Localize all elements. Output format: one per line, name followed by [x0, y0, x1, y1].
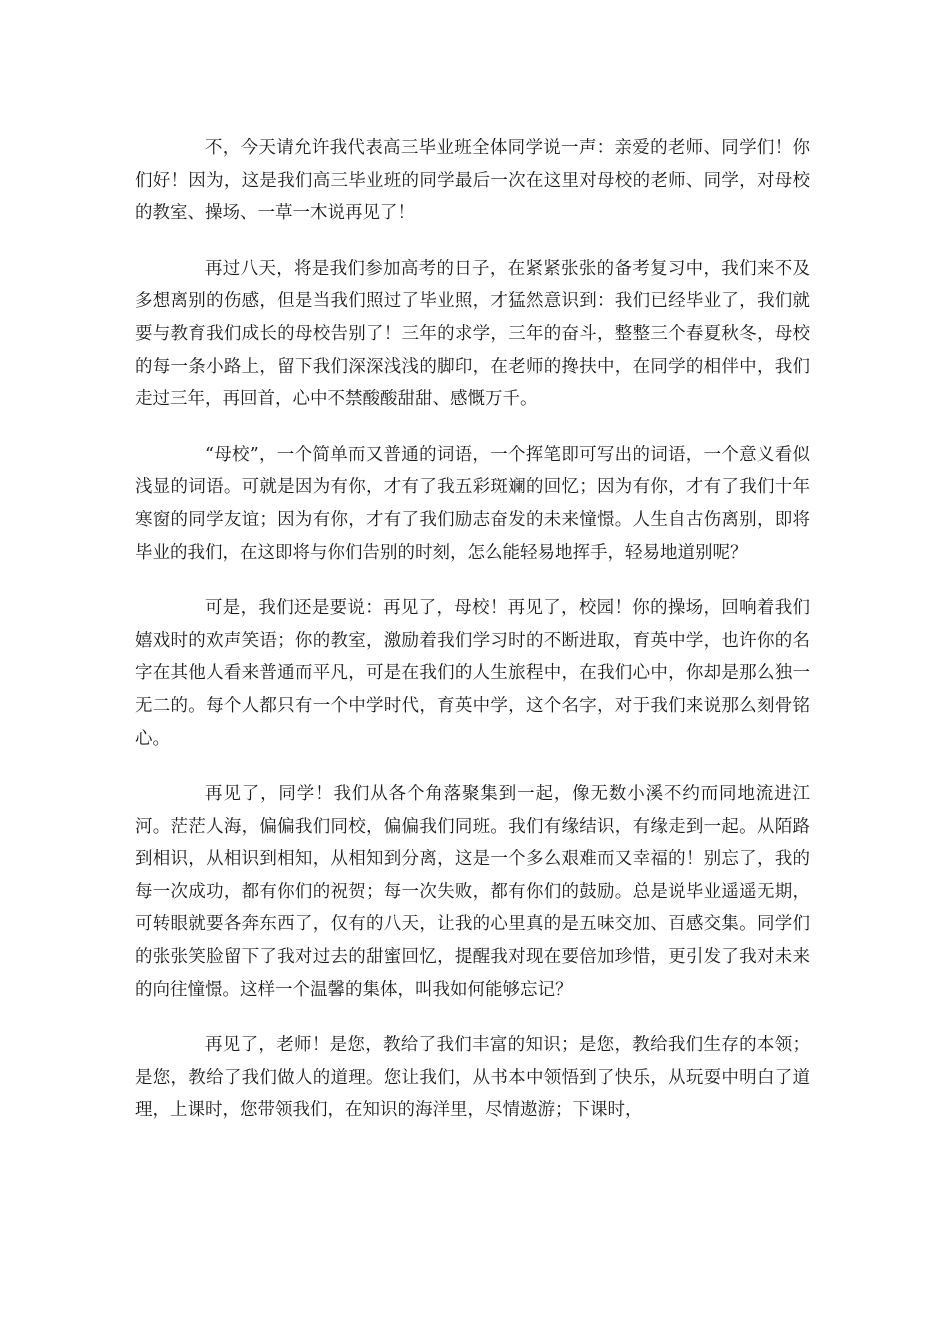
paragraph-3: “母校”，一个简单而又普通的词语，一个挥笔即可写出的词语，一个意义看似浅显的词语。可就是因为有你，才有了我五彩斑斓的回忆；因为有你，才有了我们十年寒窗的同学友谊；因为有你，才有了我们励志奋发的未来憧憬。人生自古伤离别，即将毕业的我们，在这即将与你们告别的时刻，怎么能轻易地挥手，轻易地道别呢？ — [135, 444, 810, 563]
paragraph-1: 不，今天请允许我代表高三毕业班全体同学说一声：亲爱的老师、同学们！你们好！因为，这是我们高三毕业班的同学最后一次在这里对母校的老师、同学，对母校的教室、操场、一草一木说再见了！ — [135, 138, 810, 224]
paragraph-4: 可是，我们还是要说：再见了，母校！再见了，校园！你的操场，回响着我们嬉戏时的欢声笑语；你的教室，激励着我们学习时的不断进取，育英中学，也许你的名字在其他人看来普通而平凡，可是在我们的人生旅程中，在我们心中，你却是那么独一无二的。每个人都只有一个中学时代，育英中学，这个名字，对于我们来说那么刻骨铭心。 — [135, 598, 810, 749]
paragraph-6: 再见了，老师！是您，教给了我们丰富的知识；是您，教给我们生存的本领；是您，教给了我们做人的道理。您让我们，从书本中领悟到了快乐，从玩耍中明白了道理，上课时，您带领我们，在知识的海洋里，尽情遨游；下课时， — [135, 1035, 810, 1121]
document-body — [135, 132, 810, 1150]
paragraph-2: 再过八天，将是我们参加高考的日子，在紧紧张张的备考复习中，我们来不及多想离别的伤感，但是当我们照过了毕业照，才猛然意识到：我们已经毕业了，我们就要与教育我们成长的母校告别了！三年的求学，三年的奋斗，整整三个春夏秋冬，母校的每一条小路上，留下我们深深浅浅的脚印，在老师的搀扶中，在同学的相伴中，我们走过三年，再回首，心中不禁酸酸甜甜、感慨万千。 — [135, 258, 810, 410]
paragraph-5: 再见了，同学！我们从各个角落聚集到一起，像无数小溪不约而同地流进江河。茫茫人海，偏偏我们同校，偏偏我们同班。我们有缘结识，有缘走到一起。从陌路到相识，从相识到相知，从相知到分离，这是一个多么艰难而又幸福的！别忘了，我的每一次成功，都有你们的祝贺；每一次失败，都有你们的鼓励。总是说毕业遥遥无期，可转眼就要各奔东西了，仅有的八天，让我的心里真的是五味交加、百感交集。同学们的张张笑脸留下了我对过去的甜蜜回忆，提醒我对现在要倍加珍惜，更引发了我对未来的向往憧憬。这样一个温馨的集体，叫我如何能够忘记？ — [135, 784, 810, 1000]
